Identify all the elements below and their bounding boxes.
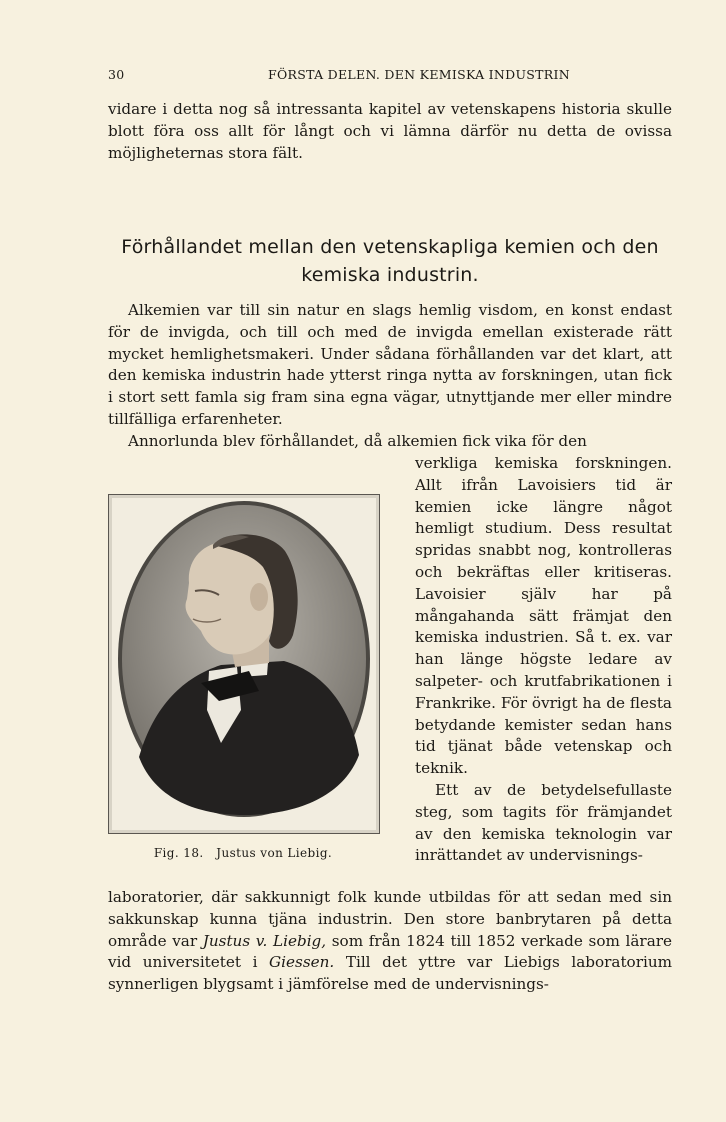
- name-liebig: Justus v. Liebig,: [202, 931, 327, 950]
- heading-line-2: kemiska industrin.: [301, 264, 479, 286]
- heading-line-1: Förhållandet mellan den vetenskapliga kemien och den: [121, 236, 659, 258]
- section-heading: [108, 233, 672, 289]
- figure-subject: Justus von Liebig.: [216, 846, 333, 860]
- laboratorier-text-b: som från 1824 till 1852 verkade som lärare vid universitetet i: [108, 931, 672, 972]
- paragraph-annorlunda-start: Annorlunda blev förhållandet, då alkemien fick vika för den: [128, 431, 587, 450]
- section-body: [108, 300, 672, 453]
- paragraph-laboratorier: [108, 887, 672, 996]
- figure-label: Fig. 18.: [153, 846, 204, 860]
- intro-text: vidare i detta nog så intressanta kapitel av vetenskapens historia skulle blott föra oss allt för långt och vi lämna därför nu detta de ovissa möjligheternas stora fält.: [108, 100, 672, 162]
- portrait-figure: [108, 494, 380, 834]
- place-giessen: Giessen.: [269, 953, 335, 972]
- paragraph-annorlunda-continued: verkliga kemiska forskningen. Allt ifrån Lavoisiers tid är kemien icke längre något hemligt studium. Dess resultat spridas snabbt nog, kontrolleras och bekräftas eller kritiseras. Lavoisier själv har på mångahanda sätt främjat den kemiska industrien. Så t. ex. var han länge högste ledare av salpeter- och krutfabrikationen i Frankrike. För övrigt ha de flesta betydande kemister sedan hans tid tjänat både vetenskap och teknik.: [415, 454, 672, 778]
- running-title: FÖRSTA DELEN. DEN KEMISKA INDUSTRIN: [268, 67, 570, 82]
- intro-paragraph: [108, 99, 672, 164]
- paragraph-betydelsefullaste: Ett av de betydelsefullaste steg, som tagits för främjandet av den kemiska teknologin var inrättandet av undervisnings-: [415, 780, 672, 865]
- paragraph-alkemien: Alkemien var till sin natur en slags hemlig visdom, en konst endast för de invigda, och till och med de invigda emellan existerade rätt mycket hemlighetsmakeri. Under sådana förhållanden var det klart, att den kemiska industrin hade ytterst ringa nytta av forskningen, utan fick i stort sett famla sig fram sina egna vägar, utnyttjande mer eller mindre tillfälliga erfarenheter.: [108, 301, 672, 428]
- portrait-image: [109, 495, 379, 833]
- figure-caption: [108, 846, 378, 860]
- page-number: 30: [108, 67, 125, 82]
- narrow-column: [415, 453, 672, 867]
- bottom-paragraph: [108, 887, 672, 996]
- laboratorier-text-c: Till det yttre var Liebigs laboratorium synnerligen blygsamt i jämförelse med de undervisnings-: [108, 953, 673, 994]
- laboratorier-text-a: laboratorier, där sakkunnigt folk kunde utbildas för att sedan med sin sakkunskap kunna tjäna industrin. Den store banbrytaren på detta område var: [108, 888, 672, 950]
